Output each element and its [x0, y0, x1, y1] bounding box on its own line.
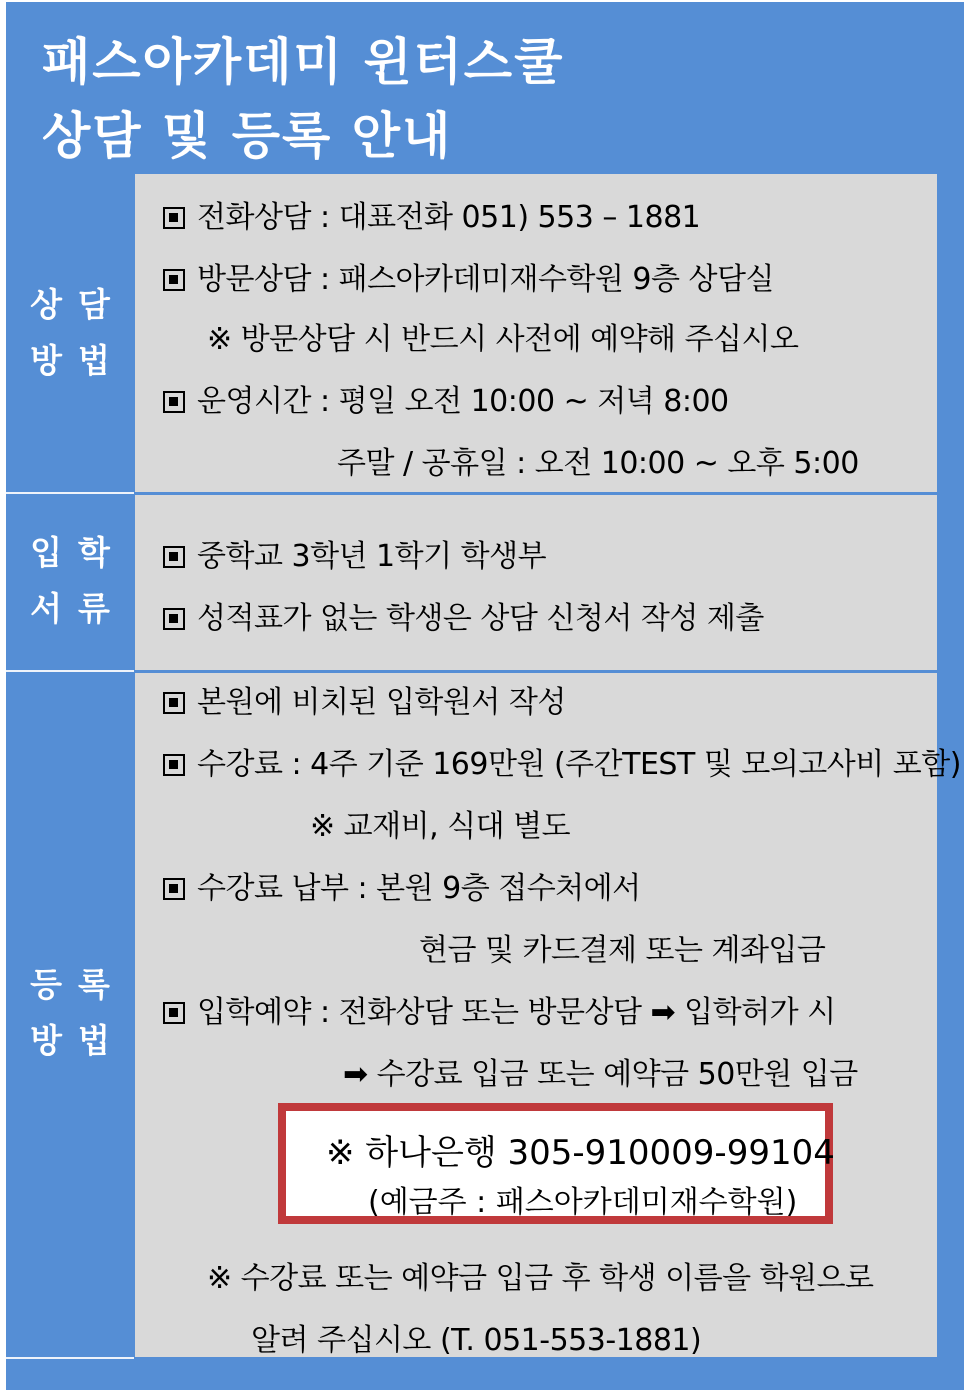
register-notice-line-2: 알려 주십시오 (T. 051-553-1881): [251, 1323, 702, 1358]
consult-phone-line: 전화상담 : 대표전화 051) 553 – 1881: [163, 192, 700, 236]
consult-visit-line: 방문상담 : 패스아카데미재수학원 9층 상담실: [163, 254, 774, 298]
consult-panel: [135, 174, 937, 492]
register-fee-line: 수강료 : 4주 기준 169만원 (주간TEST 및 모의고사비 포함): [163, 739, 961, 783]
section-divider: [6, 1357, 134, 1359]
register-panel: [135, 673, 961, 1358]
checkbox-square-icon: [163, 692, 185, 714]
consult-label-2: 방법: [30, 341, 126, 380]
documents-label-2: 서류: [30, 589, 126, 628]
register-reservation-deposit: ➡ 수강료 입금 또는 예약금 50만원 입금: [343, 1057, 858, 1092]
checkbox-square-icon: [163, 1002, 185, 1024]
consult-visit-note: ※ 방문상담 시 반드시 사전에 예약해 주십시오: [207, 322, 799, 357]
register-fee-note: ※ 교재비, 식대 별도: [310, 809, 571, 844]
title-line-1: 패스아카데미 윈터스쿨: [42, 33, 565, 91]
register-label-1: 등록: [30, 965, 126, 1004]
checkbox-square-icon: [163, 754, 185, 776]
documents-panel: [135, 495, 937, 670]
poster: [6, 2, 964, 1390]
checkbox-square-icon: [163, 546, 185, 568]
title-line-2: 상담 및 등록 안내: [42, 107, 453, 165]
section-divider: [6, 670, 134, 672]
bank-account-number: ※ 하나은행 305-910009-99104: [326, 1133, 835, 1173]
register-reservation-line: 입학예약 : 전화상담 또는 방문상담 ➡ 입학허가 시: [163, 987, 836, 1031]
documents-label-1: 입학: [30, 533, 126, 572]
documents-consult-form-line: 성적표가 없는 학생은 상담 신청서 작성 제출: [163, 593, 764, 637]
register-application-line: 본원에 비치된 입학원서 작성: [163, 677, 566, 721]
bank-account-box: [278, 1103, 833, 1224]
consult-hours-weekend: 주말 / 공휴일 : 오전 10:00 ~ 오후 5:00: [337, 446, 859, 481]
checkbox-square-icon: [163, 608, 185, 630]
consult-hours-weekday: 운영시간 : 평일 오전 10:00 ~ 저녁 8:00: [163, 376, 729, 420]
register-payment-methods: 현금 및 카드결제 또는 계좌입금: [419, 933, 826, 968]
bank-account-holder: (예금주 : 패스아카데미재수학원): [368, 1185, 798, 1220]
register-notice-line-1: ※ 수강료 또는 예약금 입금 후 학생 이름을 학원으로: [207, 1261, 874, 1296]
checkbox-square-icon: [163, 391, 185, 413]
register-payment-line: 수강료 납부 : 본원 9층 접수처에서: [163, 863, 641, 907]
checkbox-square-icon: [163, 269, 185, 291]
checkbox-square-icon: [163, 207, 185, 229]
checkbox-square-icon: [163, 878, 185, 900]
documents-transcript-line: 중학교 3학년 1학기 학생부: [163, 531, 546, 575]
register-label-2: 방법: [30, 1021, 126, 1060]
section-divider: [6, 492, 134, 494]
consult-label-1: 상담: [30, 285, 126, 324]
